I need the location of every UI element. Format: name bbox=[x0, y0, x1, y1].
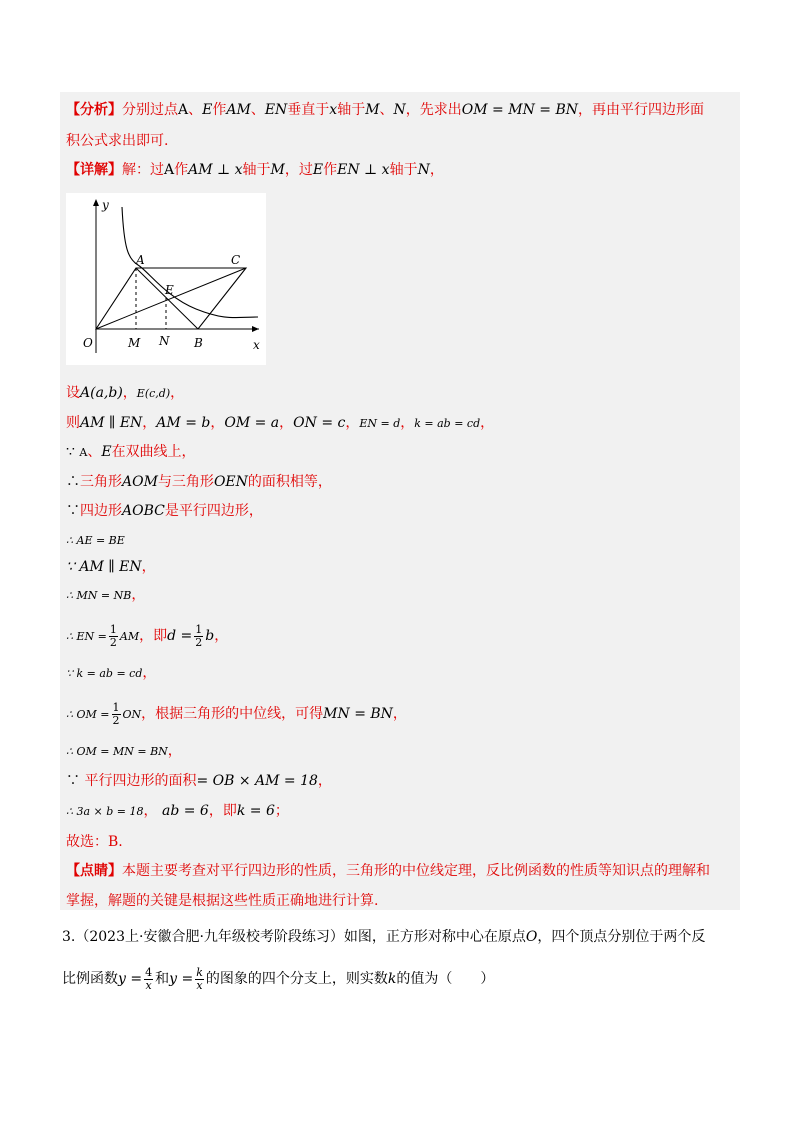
label-B: B bbox=[194, 336, 203, 350]
step-13: ∵ 平行四边形的面积= OB × AM = 18， bbox=[66, 773, 332, 789]
step-4: ∴三角形AOM与三角形OEN的面积相等， bbox=[66, 474, 332, 490]
label-A: A bbox=[136, 253, 145, 267]
comment-tag: 【点睛】 bbox=[66, 863, 122, 879]
analysis-line-1: 【分析】分别过点A、E作AM、EN垂直于x轴于M、N，先求出OM = MN = BN，再由平行四边形面 bbox=[66, 102, 704, 118]
step-6: ∴ AE = BE bbox=[66, 534, 125, 547]
step-7: ∵ AM ∥ EN， bbox=[66, 559, 156, 575]
label-y: y bbox=[102, 198, 109, 212]
step-1: 设A(a,b)，E(c,d)， bbox=[66, 385, 185, 401]
analysis-line-2: 积公式求出即可. bbox=[66, 133, 169, 149]
fraction-half-2: $\frac{1}{2}$ bbox=[195, 622, 203, 649]
step-15: 故选：B. bbox=[66, 834, 123, 850]
question-line-1: 3.（2023上·安徽合肥·九年级校考阶段练习）如图，正方形对称中心在原点O，四个顶点分别位于两个反 bbox=[62, 929, 706, 945]
step-2: 则AM ∥ EN，AM = b，OM = a，ON = c，EN = d，k = ab = cd， bbox=[66, 415, 495, 431]
label-E: E bbox=[165, 283, 174, 297]
geometry-figure bbox=[66, 193, 266, 365]
step-8: ∴ MN = NB， bbox=[66, 587, 146, 603]
step-10: ∵ k = ab = cd， bbox=[66, 665, 157, 681]
label-x: x bbox=[253, 338, 260, 352]
step-12: ∴ OM = MN = BN， bbox=[66, 743, 182, 759]
label-N: N bbox=[159, 334, 170, 348]
label-O: O bbox=[83, 336, 93, 350]
comment-line-2: 掌握，解题的关键是根据这些性质正确地进行计算. bbox=[66, 893, 379, 909]
step-14: ∴ 3a × b = 18， ab = 6，即k = 6； bbox=[66, 803, 289, 819]
step-3: ∵ A、E在双曲线上， bbox=[66, 444, 196, 460]
comment-line-1: 【点睛】本题主要考查对平行四边形的性质，三角形的中位线定理，反比例函数的性质等知识点的理解和 bbox=[66, 863, 710, 879]
step-9: ∴ EN = $\frac{1}{2}$ AM，即d = $\frac{1}{2}$ b， bbox=[66, 622, 229, 649]
detail-line: 【详解】解：过A作AM ⊥ x轴于M，过E作EN ⊥ x轴于N， bbox=[66, 162, 444, 178]
fraction-half: $\frac{1}{2}$ bbox=[109, 622, 117, 649]
step-11: ∴ OM = $\frac{1}{2}$ ON，根据三角形的中位线，可得MN = BN， bbox=[66, 700, 407, 727]
fraction-4-over-x: $\frac{4}{x}$ bbox=[145, 965, 153, 992]
label-M: M bbox=[128, 336, 141, 350]
fraction-half-3: $\frac{1}{2}$ bbox=[112, 700, 120, 727]
label-C: C bbox=[231, 253, 241, 267]
fraction-k-over-x: $\frac{k}{x}$ bbox=[196, 965, 203, 992]
question-line-2: 比例函数y = $\frac{4}{x}$ 和y = $\frac{k}{x}$ 的图象的四个分支上，则实数k的值为（ ） bbox=[62, 965, 495, 992]
analysis-tag: 【分析】 bbox=[66, 102, 122, 118]
step-5: ∵四边形AOBC是平行四边形， bbox=[66, 503, 263, 519]
detail-tag: 【详解】 bbox=[66, 162, 122, 178]
question-number: 3. bbox=[62, 929, 76, 945]
